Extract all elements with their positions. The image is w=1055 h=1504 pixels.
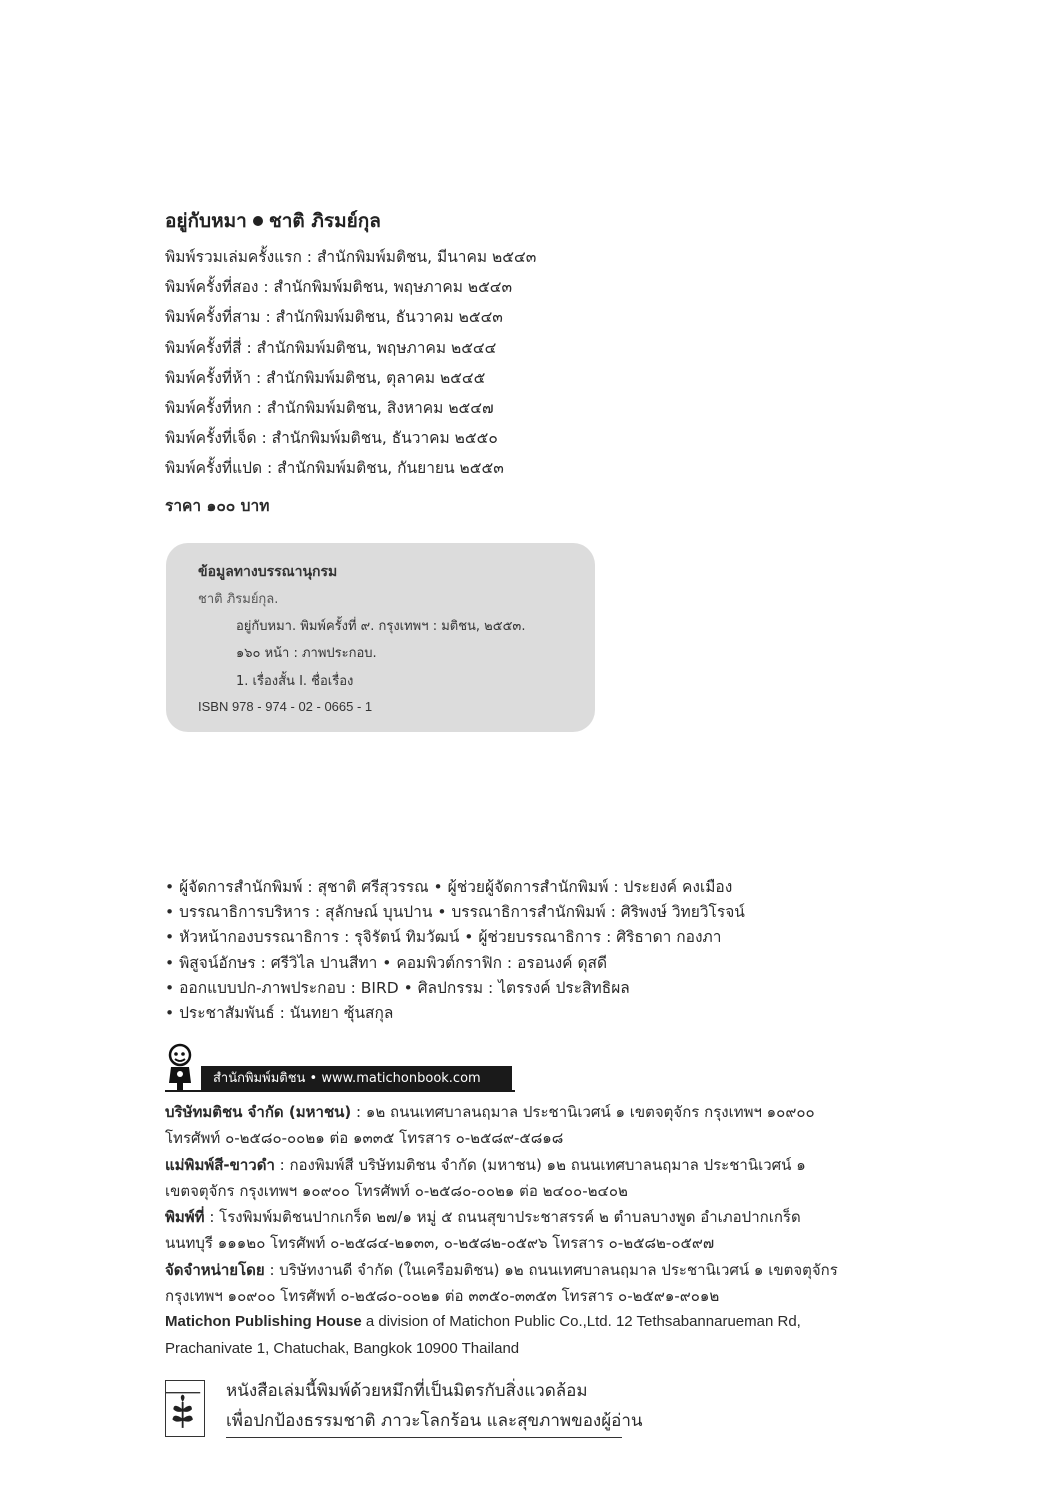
credit-line: • ประชาสัมพันธ์ : นันทยา ซุ้นสกุล (165, 1003, 394, 1022)
catalog-subjects: 1. เรื่องสั้น I. ชื่อเรื่อง (236, 674, 354, 689)
plate-address: : กองพิมพ์สี บริษัทมติชน จำกัด (มหาชน) ๑๒ ถนนเทศบาลนฤมาล ประชานิเวศน์ ๑ (274, 1155, 806, 1174)
printing-line: พิมพ์ครั้งที่สาม : สำนักพิมพ์มติชน, ธันวาคม ๒๕๔๓ (165, 308, 503, 327)
imprint-line (165, 1309, 885, 1335)
catalog-entry: อยู่กับหมา. พิมพ์ครั้งที่ ๙. กรุงเทพฯ : มติชน, ๒๕๕๓. (236, 619, 526, 634)
cataloging-data-box (166, 543, 595, 732)
book-title: อยู่กับหมา (165, 210, 247, 232)
staff-credits (165, 875, 745, 1026)
imprint-block (165, 1099, 885, 1362)
plate-label: แม่พิมพ์สี-ขาวดำ (165, 1155, 275, 1174)
english-publisher-text: a division of Matichon Public Co.,Ltd. 12 Tethsabannarueman Rd, (361, 1313, 801, 1331)
imprint-line (165, 1257, 885, 1283)
printing-line: พิมพ์ครั้งที่แปด : สำนักพิมพ์มติชน, กันยายน ๒๕๕๓ (165, 459, 504, 478)
distributor-label: จัดจำหน่ายโดย (165, 1260, 265, 1279)
imprint-line (165, 1099, 885, 1125)
catalog-pages: ๑๖๐ หน้า : ภาพประกอบ. (236, 646, 377, 661)
english-address: Prachanivate 1, Chatuchak, Bangkok 10900 Thailand (165, 1339, 520, 1357)
printing-history (165, 242, 536, 484)
eco-underline (226, 1437, 622, 1438)
printer-address-2: นนทบุรี ๑๑๑๒๐ โทรศัพท์ ๐-๒๕๘๔-๒๑๓๓, ๐-๒๕๘๒-๐๕๙๖ โทรสาร ๐-๒๕๘๒-๐๕๙๗ (165, 1234, 715, 1253)
publisher-bar: สำนักพิมพ์มติชน • www.matichonbook.com (201, 1066, 512, 1091)
bullet-dot-icon (253, 216, 263, 226)
eco-line: หนังสือเล่มนี้พิมพ์ด้วยหมึกที่เป็นมิตรกับสิ่งแวดล้อม (226, 1381, 588, 1401)
catalog-heading: ข้อมูลทางบรรณานุกรม (198, 564, 338, 580)
distributor-address-2: กรุงเทพฯ ๑๐๙๐๐ โทรศัพท์ ๐-๒๕๘๐-๐๐๒๑ ต่อ ๓๓๕๐-๓๓๕๓ โทรสาร ๐-๒๕๙๑-๙๐๑๒ (165, 1287, 720, 1306)
eco-line: เพื่อปกป้องธรรมชาติ ภาวะโลกร้อน และสุขภาพของผู้อ่าน (226, 1411, 643, 1431)
credit-line: • พิสูจน์อักษร : ศรีวิไล ปานสีทา • คอมพิวต์กราฟิก : อรอนงค์ ดุสดี (165, 953, 608, 972)
printing-line: พิมพ์ครั้งที่สอง : สำนักพิมพ์มติชน, พฤษภาคม ๒๕๔๓ (165, 278, 513, 297)
printer-address: : โรงพิมพ์มติชนปากเกร็ด ๒๗/๑ หมู่ ๕ ถนนสุขาประชาสรรค์ ๒ ตำบลบางพูด อำเภอปากเกร็ด (204, 1208, 801, 1227)
printing-line: พิมพ์รวมเล่มครั้งแรก : สำนักพิมพ์มติชน, มีนาคม ๒๕๔๓ (165, 248, 537, 266)
english-publisher-label: Matichon Publishing House (165, 1313, 362, 1331)
company-label: บริษัทมติชน จำกัด (มหาชน) (165, 1103, 352, 1121)
credit-line: • ผู้จัดการสำนักพิมพ์ : สุชาติ ศรีสุวรรณ • ผู้ช่วยผู้จัดการสำนักพิมพ์ : ประยงค์ คงเมือง (165, 878, 733, 896)
credit-line: • บรรณาธิการบริหาร : สุลักษณ์ บุนปาน • บรรณาธิการสำนักพิมพ์ : ศิริพงษ์ วิทยวิโรจน์ (165, 903, 745, 922)
printing-line: พิมพ์ครั้งที่สี่ : สำนักพิมพ์มติชน, พฤษภาคม ๒๕๔๔ (165, 338, 497, 357)
printing-line: พิมพ์ครั้งที่ห้า : สำนักพิมพ์มติชน, ตุลาคม ๒๕๔๕ (165, 368, 486, 387)
leaf-book-icon (165, 1380, 205, 1437)
printing-line: พิมพ์ครั้งที่หก : สำนักพิมพ์มติชน, สิงหาคม ๒๕๔๗ (165, 398, 494, 417)
printing-line: พิมพ์ครั้งที่เจ็ด : สำนักพิมพ์มติชน, ธันวาคม ๒๕๕๐ (165, 429, 498, 448)
credit-line: • ออกแบบปก-ภาพประกอบ : BIRD • ศิลปกรรม : ไตรรงค์ ประสิทธิผล (165, 978, 630, 997)
price: ราคา ๑๐๐ บาท (165, 497, 270, 515)
child-mascot-icon (165, 1043, 195, 1091)
company-address: : ๑๒ ถนนเทศบาลนฤมาล ประชานิเวศน์ ๑ เขตจตุจักร กรุงเทพฯ ๑๐๙๐๐ (351, 1103, 815, 1121)
imprint-line (165, 1204, 885, 1230)
book-author: ชาติ ภิรมย์กุล (268, 210, 381, 232)
printer-label: พิมพ์ที่ (165, 1208, 205, 1227)
company-phone: โทรศัพท์ ๐-๒๕๘๐-๐๐๒๑ ต่อ ๑๓๓๕ โทรสาร ๐-๒๕๘๙-๕๘๑๘ (165, 1129, 564, 1148)
credit-line: • หัวหน้ากองบรรณาธิการ : รุจิรัตน์ ทิมวัฒน์ • ผู้ช่วยบรรณาธิการ : ศิริธาดา กองภา (165, 928, 722, 947)
distributor-address: : บริษัทงานดี จำกัด (ในเครือมติชน) ๑๒ ถนนเทศบาลนฤมาล ประชานิเวศน์ ๑ เขตจตุจักร (264, 1260, 838, 1279)
catalog-isbn: ISBN 978 - 974 - 02 - 0665 - 1 (198, 699, 373, 714)
book-title-line (165, 206, 381, 236)
eco-note (226, 1376, 643, 1436)
imprint-line (165, 1152, 885, 1178)
plate-address-2: เขตจตุจักร กรุงเทพฯ ๑๐๙๐๐ โทรศัพท์ ๐-๒๕๘๐-๐๐๒๑ ต่อ ๒๔๐๐-๒๔๐๒ (165, 1181, 628, 1200)
catalog-author: ชาติ ภิรมย์กุล. (198, 592, 279, 607)
